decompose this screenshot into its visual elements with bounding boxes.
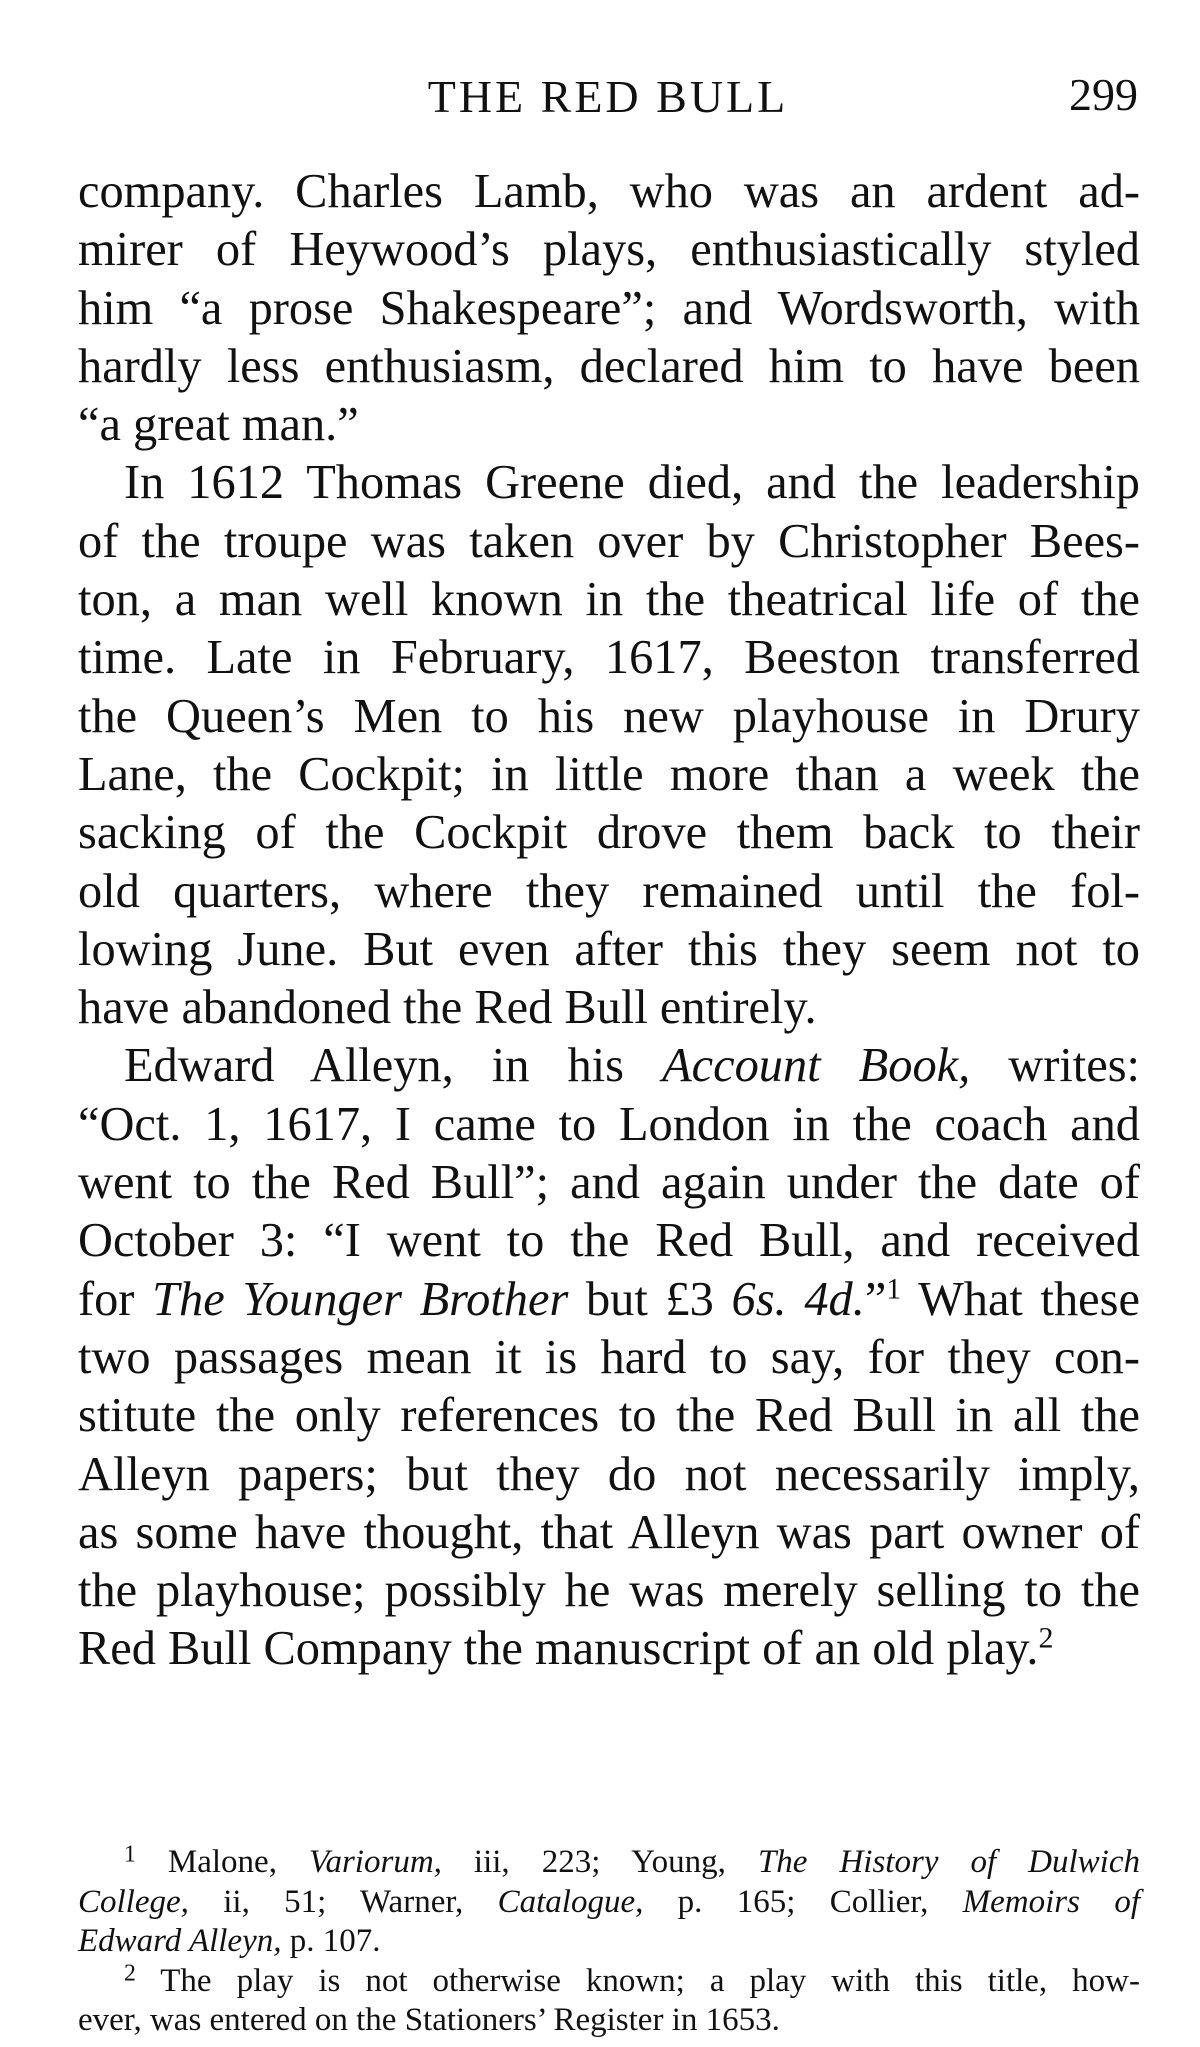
text-line: hardly less enthusiasm, declared him to have been	[78, 339, 1140, 393]
text-line: went to the Red Bull”; and again under the date of	[78, 1156, 1140, 1210]
text-line: “a great man.”	[78, 398, 359, 452]
text-line: have abandoned the Red Bull entirely.	[78, 981, 817, 1035]
text-run: writes:	[970, 1039, 1141, 1093]
text-line	[78, 1620, 1140, 1678]
footnote-mark-2: 2	[124, 1959, 136, 1986]
citation-italic: Memoirs of	[962, 1883, 1140, 1920]
body-text	[78, 163, 1140, 1679]
text-line: company. Charles Lamb, who was an ardent ad-	[78, 165, 1140, 218]
text-line: ton, a man well known in the theatrical life of the	[78, 573, 1140, 627]
text-run: iii, 223; Young,	[441, 1844, 758, 1880]
footnote-ref-1: 1	[886, 1272, 902, 1306]
text-line: stitute the only references to the Red Bull in all the	[78, 1389, 1140, 1443]
text-line: as some have thought, that Alleyn was part owner of	[78, 1505, 1140, 1559]
text-line: In 1612 Thomas Greene died, and the leadership	[124, 456, 1140, 510]
citation-italic: Edward Alleyn,	[78, 1923, 282, 1959]
citation-italic: Variorum,	[308, 1844, 442, 1880]
text-run: p. 107.	[281, 1923, 381, 1959]
text-line: mirer of Heywood’s plays, enthusiastically styled	[78, 223, 1140, 277]
text-line: October 3: “I went to the Red Bull, and received	[78, 1214, 1140, 1268]
text-line: Lane, the Cockpit; in little more than a week the	[78, 747, 1140, 801]
citation-italic: Catalogue,	[497, 1883, 644, 1920]
book-title-italic: Account Book,	[662, 1039, 971, 1093]
footnote-2-line: ever, was entered on the Stationers’ Register in 1653.	[78, 2002, 780, 2038]
play-title-italic: The Younger Brother	[152, 1272, 569, 1326]
text-line	[78, 1037, 1140, 1095]
text-line: Alleyn papers; but they do not necessarily imply,	[78, 1447, 1140, 1501]
text-line: sacking of the Cockpit drove them back to their	[78, 806, 1140, 860]
text-run: Red Bull Company the manuscript of an old play.	[78, 1622, 1039, 1676]
currency-italic: 6s. 4d.	[731, 1272, 865, 1326]
footnote-1-line	[78, 1843, 1140, 1883]
text-line: him “a prose Shakespeare”; and Wordsworth, with	[78, 281, 1140, 335]
text-run: Edward Alleyn, in his	[124, 1039, 663, 1093]
text-run: ii, 51; Warner,	[188, 1883, 498, 1920]
footnote-1-line	[78, 1883, 1140, 1923]
text-line: time. Late in February, 1617, Beeston transferred	[78, 631, 1140, 685]
citation-italic: College,	[78, 1883, 189, 1920]
citation-italic: The History of Dulwich	[757, 1844, 1140, 1880]
text-line	[78, 1271, 1140, 1329]
text-line: “Oct. 1, 1617, I came to London in the coach and	[78, 1097, 1140, 1151]
text-line: lowing June. But even after this they seem not to	[78, 922, 1140, 976]
text-line: two passages mean it is hard to say, for they con-	[78, 1330, 1140, 1384]
text-line: old quarters, where they remained until the fol-	[78, 864, 1140, 918]
text-run: p. 165; Collier,	[643, 1883, 963, 1920]
footnote-2-line	[78, 1959, 1140, 2002]
chapter-title: THE RED BULL	[427, 71, 789, 122]
footnote-1-line	[78, 1922, 1140, 1962]
text-run: ”	[864, 1272, 887, 1326]
running-head	[78, 62, 1138, 142]
text-run: What these	[901, 1272, 1140, 1326]
footnote-ref-2: 2	[1038, 1621, 1054, 1655]
footnote-mark-1: 1	[124, 1841, 136, 1868]
text-run: Malone,	[135, 1844, 309, 1880]
footnotes	[78, 1843, 1140, 2041]
text-line: of the troupe was taken over by Christopher Bees-	[78, 514, 1140, 568]
text-run: The play is not otherwise known; a play with this title, how-	[135, 1962, 1140, 1999]
text-line: the playhouse; possibly he was merely selling to the	[78, 1564, 1140, 1618]
text-line: the Queen’s Men to his new playhouse in Drury	[78, 689, 1140, 743]
text-run: for	[78, 1272, 153, 1326]
text-run: but £3	[568, 1272, 732, 1326]
page-number: 299	[1069, 69, 1138, 120]
